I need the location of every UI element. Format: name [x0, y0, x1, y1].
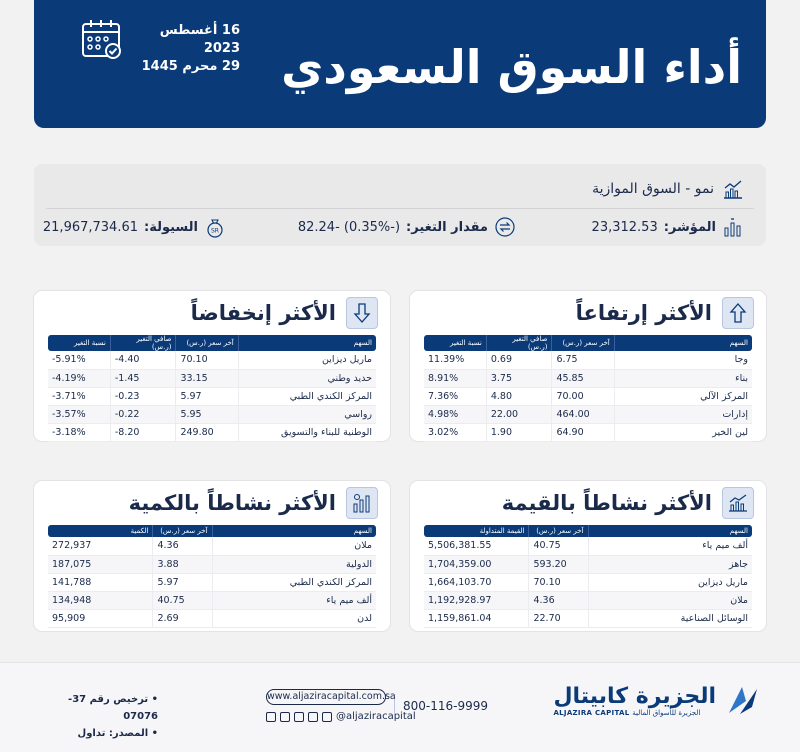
table-row[interactable]: [48, 591, 376, 609]
quantity: 141,788: [48, 573, 153, 591]
stock-name: المركز الآلي: [614, 387, 752, 405]
stock-name: ملان: [588, 591, 752, 609]
pct-change: -3.18%: [48, 423, 110, 441]
col-quantity: الكمية: [48, 525, 153, 537]
quantity: 187,075: [48, 555, 153, 573]
data-source: • المصدر: تداول: [77, 728, 158, 739]
stock-name: ماريل ديزاين: [588, 573, 752, 591]
stock-name: ماريل ديزاين: [238, 351, 376, 369]
pct-change: 11.39%: [424, 351, 486, 369]
most-active-volume-panel: [34, 481, 390, 631]
table-row[interactable]: [424, 369, 752, 387]
col-stock: السهم: [614, 335, 752, 351]
table-row[interactable]: [424, 609, 752, 627]
arrow-down-icon: [346, 297, 378, 329]
summary-divider: [46, 208, 754, 209]
liquidity-value: 21,967,734.61: [42, 219, 138, 235]
table-row[interactable]: [48, 387, 376, 405]
col-last-price: آخر سعر (ر.س): [176, 335, 238, 351]
net-change: -4.40: [110, 351, 176, 369]
most-active-value-panel: [410, 481, 766, 631]
last-price: 3.88: [153, 555, 212, 573]
table-header-row: [424, 335, 752, 351]
market-name: نمو - السوق الموازية: [592, 181, 714, 197]
market-summary-card: [34, 164, 766, 246]
stock-name: رواسي: [238, 405, 376, 423]
page-footer: [0, 662, 800, 752]
net-change: 22.00: [486, 405, 552, 423]
losers-table: [48, 335, 376, 442]
stock-name: الدولية: [212, 555, 376, 573]
table-row[interactable]: [48, 573, 376, 591]
value-title: الأكثر نشاطاً بالقيمة: [501, 491, 712, 515]
quantity: 95,909: [48, 609, 153, 627]
table-row[interactable]: [48, 555, 376, 573]
quantity: 134,948: [48, 591, 153, 609]
arrow-up-icon: [722, 297, 754, 329]
table-row[interactable]: [48, 609, 376, 627]
table-row[interactable]: [48, 537, 376, 555]
index-bars-icon: [722, 216, 744, 238]
gainers-title: الأكثر إرتفاعاً: [575, 301, 712, 325]
pct-change: 4.98%: [424, 405, 486, 423]
brand-name-en: [553, 709, 716, 717]
last-price: 249.80: [176, 423, 238, 441]
last-price: 4.36: [529, 591, 588, 609]
last-price: 2.69: [153, 609, 212, 627]
col-traded-value: القيمة المتداولة: [424, 525, 529, 537]
table-row[interactable]: [424, 591, 752, 609]
traded-value: 1,664,103.70: [424, 573, 529, 591]
brand-sub-text: الجزيرة للأسواق المالية: [632, 708, 701, 717]
table-header-row: [48, 335, 376, 351]
brand-name-ar: الجزيرة كابيتال: [553, 683, 716, 709]
col-pct-change: نسبة التغير: [48, 335, 110, 351]
col-last-price: آخر سعر (ر.س): [552, 335, 614, 351]
col-net-change: صافي التغير (ر.س): [110, 335, 176, 351]
traded-value: 1,704,359.00: [424, 555, 529, 573]
license-number: • ترخيص رقم 37-07076: [68, 694, 158, 722]
pct-change: 8.91%: [424, 369, 486, 387]
table-row[interactable]: [48, 351, 376, 369]
table-row[interactable]: [424, 387, 752, 405]
brand-text: [553, 684, 716, 717]
liquidity-item: [43, 216, 226, 238]
website-link[interactable]: www.aljaziracapital.com.sa: [266, 689, 386, 705]
pct-change: -3.57%: [48, 405, 110, 423]
market-name-row: [592, 176, 744, 202]
chart-line-icon: [722, 487, 754, 519]
gainers-table: [424, 335, 752, 442]
stock-name: بناء: [614, 369, 752, 387]
stock-name: ملان: [212, 537, 376, 555]
net-change: 1.90: [486, 423, 552, 441]
pct-change: 7.36%: [424, 387, 486, 405]
last-price: 45.85: [552, 369, 614, 387]
brand-logo: [553, 683, 760, 717]
pct-change: -5.91%: [48, 351, 110, 369]
table-row[interactable]: [48, 423, 376, 441]
money-bag-icon: [204, 216, 226, 238]
net-change: 0.69: [486, 351, 552, 369]
col-stock: السهم: [238, 335, 376, 351]
last-price: 5.97: [153, 573, 212, 591]
aljazira-logo-icon: [726, 683, 760, 717]
change-item: [298, 216, 516, 238]
col-last-price: آخر سعر (ر.س): [153, 525, 212, 537]
losers-title: الأكثر إنخفاضاً: [190, 301, 336, 325]
top-gainers-panel: [410, 291, 766, 441]
stock-name: وجا: [614, 351, 752, 369]
traded-value: 1,159,861.04: [424, 609, 529, 627]
social-links: [266, 711, 416, 722]
stock-name: لين الخير: [614, 423, 752, 441]
stock-name: حديد وطني: [238, 369, 376, 387]
table-row[interactable]: [424, 423, 752, 441]
last-price: 40.75: [153, 591, 212, 609]
volume-chart-icon: [346, 487, 378, 519]
top-losers-panel: [34, 291, 390, 441]
pct-change: 3.02%: [424, 423, 486, 441]
date-gregorian: 16 أغسطس 2023: [159, 23, 240, 56]
stock-name: المركز الكندي الطبي: [212, 573, 376, 591]
traded-value: 1,192,928.97: [424, 591, 529, 609]
last-price: 70.10: [176, 351, 238, 369]
market-trend-icon: [722, 178, 744, 200]
table-row[interactable]: [48, 405, 376, 423]
col-last-price: آخر سعر (ر.س): [529, 525, 588, 537]
net-change: -1.45: [110, 369, 176, 387]
last-price: 593.20: [529, 555, 588, 573]
index-label: المؤشر:: [663, 219, 716, 235]
last-price: 40.75: [529, 537, 588, 555]
last-price: 70.10: [529, 573, 588, 591]
last-price: 70.00: [552, 387, 614, 405]
last-price: 22.70: [529, 609, 588, 627]
col-net-change: صافي التغير (ر.س): [486, 335, 552, 351]
net-change: -0.23: [110, 387, 176, 405]
pct-change: -3.71%: [48, 387, 110, 405]
stock-name: لدن: [212, 609, 376, 627]
last-price: 64.90: [552, 423, 614, 441]
table-row[interactable]: [424, 351, 752, 369]
footer-notes: [48, 691, 158, 742]
table-row[interactable]: [424, 555, 752, 573]
date-hijri: 29 محرم 1445: [141, 59, 240, 74]
table-row[interactable]: [424, 537, 752, 555]
value-table: [424, 525, 752, 628]
brand-en-text: ALJAZIRA CAPITAL: [553, 708, 630, 717]
col-stock: السهم: [588, 525, 752, 537]
table-row[interactable]: [48, 369, 376, 387]
table-row[interactable]: [424, 573, 752, 591]
page-header: [34, 0, 766, 128]
liquidity-label: السيولة:: [144, 219, 198, 235]
change-label: مقدار التغير:: [406, 219, 488, 235]
table-header-row: [424, 525, 752, 537]
stock-name: إدارات: [614, 405, 752, 423]
calendar-icon: [80, 18, 124, 62]
phone-number[interactable]: 800-116-9999: [394, 699, 488, 713]
stock-name: الوطنية للبناء والتسويق: [238, 423, 376, 441]
col-pct-change: نسبة التغير: [424, 335, 486, 351]
index-value: 23,312.53: [591, 219, 658, 235]
page-title: أداء السوق السعودي: [281, 40, 742, 94]
change-value: 82.24- (0.35%-): [297, 219, 401, 235]
stock-name: جاهز: [588, 555, 752, 573]
traded-value: 5,506,381.55: [424, 537, 529, 555]
facebook-icon[interactable]: [308, 712, 318, 722]
last-price: 4.36: [153, 537, 212, 555]
last-price: 5.95: [176, 405, 238, 423]
stock-name: المركز الكندي الطبي: [238, 387, 376, 405]
table-header-row: [48, 525, 376, 537]
last-price: 33.15: [176, 369, 238, 387]
last-price: 5.97: [176, 387, 238, 405]
header-dates: [130, 22, 240, 76]
exchange-icon: [494, 216, 516, 238]
youtube-icon[interactable]: [280, 712, 290, 722]
net-change: 3.75: [486, 369, 552, 387]
twitter-icon[interactable]: [266, 712, 276, 722]
last-price: 464.00: [552, 405, 614, 423]
instagram-icon[interactable]: [294, 712, 304, 722]
currency-badge: SR: [211, 227, 219, 235]
stock-name: الوسائل الصناعية: [588, 609, 752, 627]
index-item: [592, 216, 744, 238]
linkedin-icon[interactable]: [322, 712, 332, 722]
pct-change: -4.19%: [48, 369, 110, 387]
social-handle[interactable]: @aljaziracapital: [336, 711, 416, 722]
stock-name: ألف ميم ياء: [588, 537, 752, 555]
stock-name: ألف ميم ياء: [212, 591, 376, 609]
quantity: 272,937: [48, 537, 153, 555]
col-stock: السهم: [212, 525, 376, 537]
net-change: -8.20: [110, 423, 176, 441]
last-price: 6.75: [552, 351, 614, 369]
net-change: 4.80: [486, 387, 552, 405]
volume-table: [48, 525, 376, 628]
net-change: -0.22: [110, 405, 176, 423]
table-row[interactable]: [424, 405, 752, 423]
volume-title: الأكثر نشاطاً بالكمية: [128, 491, 336, 515]
